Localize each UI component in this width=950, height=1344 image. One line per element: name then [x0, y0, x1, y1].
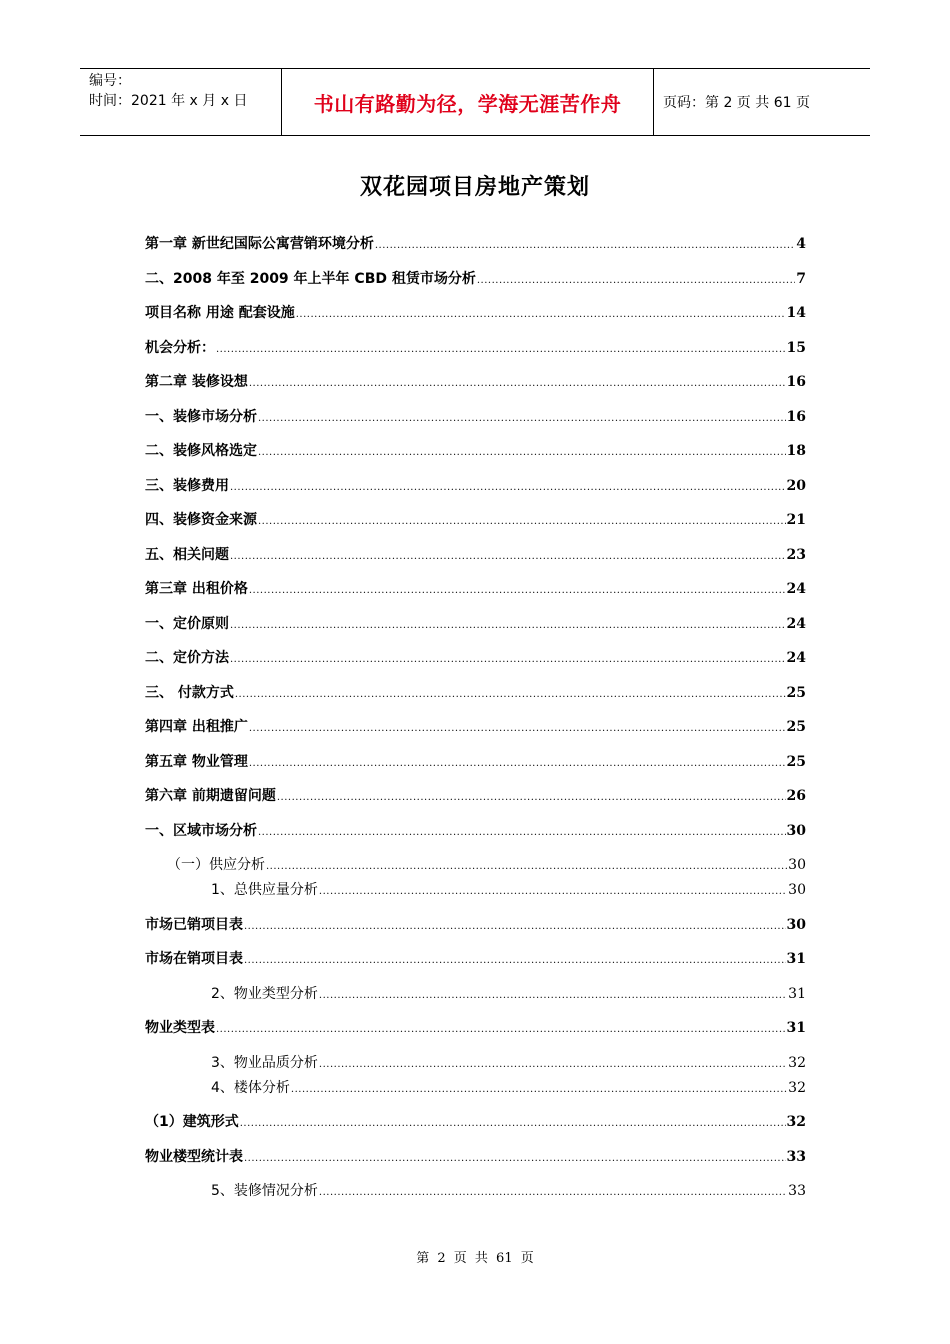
toc-leader: [244, 1154, 786, 1164]
toc-entry-page: 20: [786, 477, 806, 494]
toc-entry-page: 25: [786, 719, 806, 735]
toc-entry-label: 4、楼体分析: [211, 1079, 290, 1096]
toc-entry-page: 23: [786, 546, 806, 563]
document-title: 双花园项目房地产策划: [359, 175, 590, 200]
toc-leader: [296, 310, 786, 320]
toc-entry-page: 30: [786, 916, 806, 933]
toc-entry-label: 四、装修资金来源: [145, 512, 257, 528]
toc-entry[interactable]: [145, 268, 806, 303]
toc-leader: [258, 828, 786, 838]
toc-entry-label: 物业类型表: [145, 1020, 215, 1036]
toc-leader: [249, 586, 786, 596]
header-time: 时间：2021 年 x 月 x 日: [89, 93, 248, 109]
toc-entry-label: （一）供应分析: [167, 857, 265, 873]
toc-entry-page: 30: [788, 882, 806, 898]
toc-leader: [291, 1085, 787, 1095]
toc-entry-label: 项目名称 用途 配套设施: [145, 305, 295, 321]
toc-leader: [230, 621, 786, 631]
toc-entry-page: 24: [786, 615, 806, 632]
toc-entry[interactable]: [145, 509, 806, 544]
toc-entry[interactable]: [145, 983, 806, 1018]
toc-entry-label: 第二章 装修设想: [145, 374, 248, 390]
toc-entry-page: 24: [786, 581, 806, 597]
toc-leader: [319, 1060, 787, 1070]
toc-entry-label: 2、物业类型分析: [211, 985, 318, 1002]
toc-entry[interactable]: [145, 1077, 806, 1112]
toc-leader: [244, 956, 786, 966]
toc-entry-page: 26: [786, 788, 806, 804]
header-meta: [80, 69, 282, 135]
toc-entry-label: 第四章 出租推广: [145, 719, 248, 735]
toc-entry-label: 五、相关问题: [145, 546, 229, 563]
toc-entry-page: 16: [786, 374, 806, 390]
toc-entry-label: 第三章 出租价格: [145, 581, 248, 597]
toc-entry-label: 二、2008 年至 2009 年上半年 CBD 租赁市场分析: [145, 270, 476, 287]
toc-leader: [230, 655, 786, 665]
toc-entry-page: 15: [786, 339, 806, 356]
toc-entry-page: 32: [788, 1054, 806, 1071]
toc-leader: [258, 414, 786, 424]
toc-entry[interactable]: [145, 440, 806, 475]
toc-entry-page: 33: [786, 1148, 806, 1165]
toc-leader: [244, 922, 786, 932]
toc-leader: [216, 1025, 786, 1035]
toc-entry[interactable]: [145, 233, 806, 268]
toc-leader: [258, 448, 786, 458]
toc-entry-label: 市场在销项目表: [145, 951, 243, 967]
toc-entry-page: 30: [786, 822, 806, 839]
toc-entry[interactable]: [145, 948, 806, 983]
toc-entry-label: 机会分析：: [145, 339, 215, 356]
toc-entry[interactable]: [145, 751, 806, 786]
toc-leader: [249, 379, 786, 389]
toc-entry-page: 24: [786, 650, 806, 666]
toc-leader: [319, 887, 787, 897]
toc-entry[interactable]: [145, 1180, 806, 1215]
table-of-contents: [145, 233, 806, 1215]
toc-leader: [230, 552, 786, 562]
toc-entry[interactable]: [145, 647, 806, 682]
toc-entry-label: 三、 付款方式: [145, 684, 234, 701]
toc-leader: [319, 991, 787, 1001]
toc-entry[interactable]: [145, 337, 806, 372]
toc-leader: [477, 276, 795, 286]
toc-entry[interactable]: [145, 544, 806, 579]
toc-entry[interactable]: [145, 613, 806, 648]
toc-entry-page: 32: [786, 1114, 806, 1130]
toc-leader: [258, 517, 786, 527]
toc-entry-page: 7: [796, 270, 806, 287]
toc-entry-page: 32: [788, 1079, 806, 1096]
toc-entry-label: 3、物业品质分析: [211, 1054, 318, 1071]
toc-entry-page: 30: [788, 857, 806, 873]
toc-entry[interactable]: [145, 302, 806, 337]
toc-entry-label: 二、装修风格选定: [145, 443, 257, 459]
toc-leader: [216, 345, 786, 355]
toc-leader: [266, 862, 787, 872]
toc-leader: [375, 241, 795, 251]
toc-entry-page: 33: [788, 1183, 806, 1199]
header-motto: 书山有路勤为径，学海无涯苦作舟: [282, 69, 654, 135]
toc-entry-page: 25: [786, 684, 806, 701]
toc-entry-label: （1）建筑形式: [145, 1114, 239, 1130]
toc-entry-label: 第一章 新世纪国际公寓营销环境分析: [145, 236, 374, 252]
toc-entry[interactable]: [145, 371, 806, 406]
toc-entry[interactable]: [145, 682, 806, 717]
toc-leader: [240, 1119, 786, 1129]
toc-entry-page: 18: [786, 443, 806, 459]
toc-entry-page: 14: [786, 305, 806, 321]
toc-entry-label: 一、装修市场分析: [145, 408, 257, 425]
toc-entry-label: 二、定价方法: [145, 650, 229, 666]
toc-leader: [235, 690, 786, 700]
toc-entry-label: 三、装修费用: [145, 477, 229, 494]
toc-entry[interactable]: [145, 879, 806, 914]
toc-entry-label: 一、区域市场分析: [145, 822, 257, 839]
toc-entry-page: 25: [786, 753, 806, 770]
toc-entry-page: 4: [796, 236, 806, 252]
toc-entry-label: 一、定价原则: [145, 615, 229, 632]
toc-entry-label: 市场已销项目表: [145, 916, 243, 933]
toc-entry[interactable]: [145, 406, 806, 441]
toc-entry[interactable]: [145, 1111, 806, 1146]
toc-entry-label: 物业楼型统计表: [145, 1148, 243, 1165]
toc-entry-label: 1、总供应量分析: [211, 882, 318, 898]
toc-entry-label: 第六章 前期遗留问题: [145, 788, 276, 804]
header-number: 编号：: [89, 73, 131, 89]
toc-leader: [277, 793, 786, 803]
toc-entry-page: 31: [786, 1020, 806, 1036]
toc-leader: [230, 483, 786, 493]
page-footer: 第 2 页 共 61 页: [416, 1251, 534, 1266]
toc-entry[interactable]: [145, 716, 806, 751]
toc-entry[interactable]: [145, 820, 806, 855]
toc-entry-page: 31: [788, 985, 806, 1002]
header-page-info: 页码：第 2 页 共 61 页: [663, 95, 810, 111]
toc-entry[interactable]: [145, 854, 806, 879]
toc-entry-label: 5、装修情况分析: [211, 1183, 318, 1199]
toc-entry[interactable]: [145, 578, 806, 613]
toc-entry[interactable]: [145, 914, 806, 949]
toc-entry-page: 31: [786, 951, 806, 967]
toc-entry-page: 16: [786, 408, 806, 425]
page-header: [80, 68, 870, 136]
toc-leader: [249, 724, 786, 734]
toc-entry[interactable]: [145, 1146, 806, 1181]
toc-entry[interactable]: [145, 1017, 806, 1052]
toc-entry[interactable]: [145, 1052, 806, 1077]
toc-leader: [319, 1188, 787, 1198]
toc-entry-page: 21: [786, 512, 806, 528]
toc-leader: [249, 759, 786, 769]
toc-entry[interactable]: [145, 475, 806, 510]
toc-entry-label: 第五章 物业管理: [145, 753, 248, 770]
toc-entry[interactable]: [145, 785, 806, 820]
